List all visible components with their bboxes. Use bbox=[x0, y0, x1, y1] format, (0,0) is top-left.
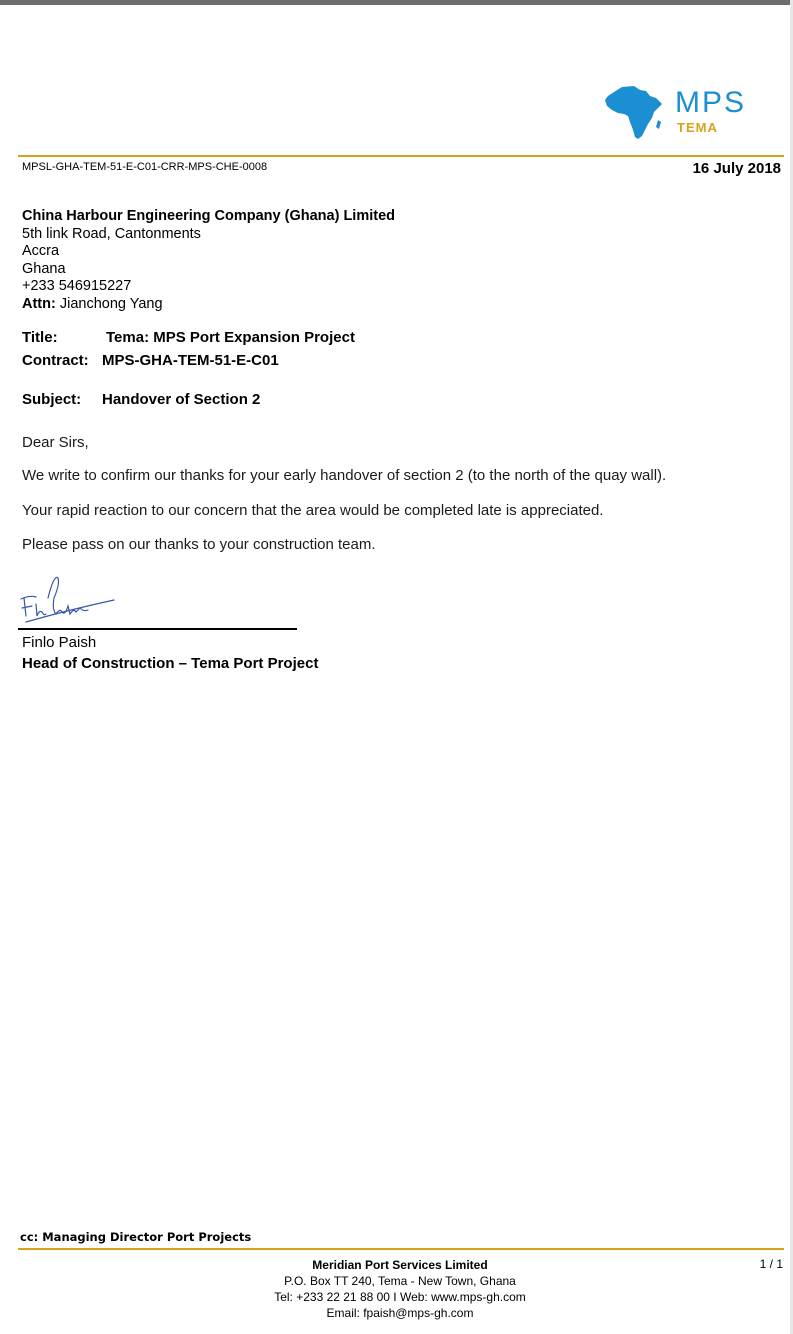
cc-line: cc: Managing Director Port Projects bbox=[20, 1230, 252, 1244]
title-line bbox=[22, 329, 355, 347]
footer-divider bbox=[18, 1248, 784, 1250]
africa-map-icon bbox=[600, 82, 670, 144]
subject-label: Subject: bbox=[22, 391, 82, 408]
page-number: 1 / 1 bbox=[759, 1257, 783, 1271]
logo-wordmark: MPS bbox=[675, 86, 747, 119]
paragraph-1: We write to confirm our thanks for your early handover of section 2 (to the north of the quay wall). bbox=[22, 467, 667, 484]
contract-value: MPS-GHA-TEM-51-E-C01 bbox=[102, 352, 279, 369]
recipient-street: 5th link Road, Cantonments bbox=[22, 225, 201, 242]
footer-address: P.O. Box TT 240, Tema - New Town, Ghana bbox=[284, 1274, 516, 1288]
attn-name: Jianchong Yang bbox=[59, 295, 163, 312]
recipient-city: Accra bbox=[22, 243, 60, 259]
reference-number: MPSL-GHA-TEM-51-E-C01-CRR-MPS-CHE-0008 bbox=[22, 161, 268, 173]
title-value: Tema: MPS Port Expansion Project bbox=[106, 329, 355, 346]
top-border bbox=[0, 0, 793, 5]
recipient-phone: +233 546915227 bbox=[22, 278, 132, 294]
subject-line bbox=[22, 391, 260, 409]
title-label: Title: bbox=[22, 329, 58, 346]
attn-label: Attn: bbox=[22, 295, 56, 312]
footer-email: Email: fpaish@mps-gh.com bbox=[326, 1306, 474, 1320]
recipient-address bbox=[22, 208, 395, 313]
contract-line bbox=[22, 352, 279, 370]
recipient-company: China Harbour Engineering Company (Ghana) Limited bbox=[22, 208, 395, 224]
footer-contact: Tel: +233 22 21 88 00 I Web: www.mps-gh.com bbox=[274, 1290, 526, 1304]
handwritten-signature bbox=[18, 570, 128, 630]
header-divider bbox=[18, 155, 784, 157]
logo-subtitle: TEMA bbox=[677, 120, 718, 135]
recipient-attn bbox=[22, 296, 395, 314]
mps-tema-logo bbox=[600, 82, 775, 144]
signatory-title: Head of Construction – Tema Port Project bbox=[22, 655, 319, 672]
paragraph-2: Your rapid reaction to our concern that the area would be completed late is appreciated. bbox=[22, 502, 604, 519]
contract-label: Contract: bbox=[22, 352, 89, 369]
recipient-country: Ghana bbox=[22, 260, 66, 277]
signature-line bbox=[18, 628, 297, 630]
signatory-name: Finlo Paish bbox=[22, 634, 97, 651]
paragraph-3: Please pass on our thanks to your construction team. bbox=[22, 536, 376, 553]
footer-block bbox=[100, 1257, 700, 1321]
salutation: Dear Sirs, bbox=[22, 434, 89, 451]
subject-value: Handover of Section 2 bbox=[102, 391, 261, 408]
letter-date: 16 July 2018 bbox=[692, 160, 781, 177]
footer-company: Meridian Port Services Limited bbox=[312, 1258, 488, 1272]
